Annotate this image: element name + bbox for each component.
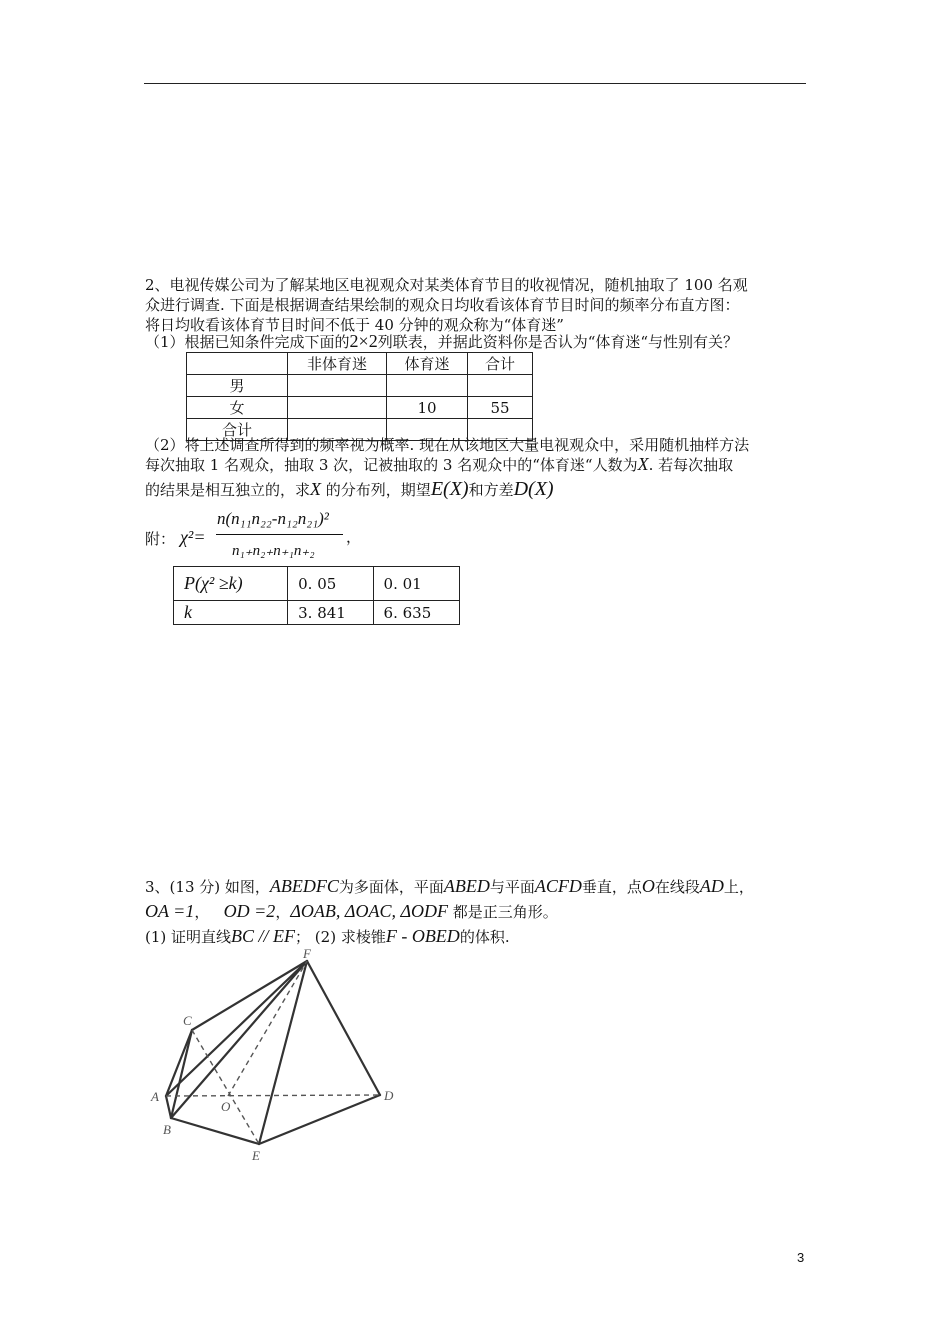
edge-cf xyxy=(192,961,307,1030)
table-row: 女 10 55 xyxy=(187,397,533,419)
edge-ab xyxy=(166,1096,171,1118)
q2-part1-math: 2×2 xyxy=(349,331,378,351)
q2-line3: 将日均收看该体育节目时间不低于 40 分钟的观众称为“体育迷” xyxy=(145,316,564,334)
table-header-cell: 非体育迷 xyxy=(288,353,387,375)
hidden-edge-of xyxy=(228,961,307,1096)
q2-part2-line2: 每次抽取 1 名观众，抽取 3 次，记被抽取的 3 名观众中的“体育迷“人数为X. 若每次抽取 xyxy=(145,454,734,474)
appendix-label: 附： xyxy=(145,530,176,548)
contingency-table xyxy=(186,352,533,441)
q2-line2: 众进行调查. 下面是根据调查结果绘制的观众日均收看该体育节目时间的频率分布直方图： xyxy=(145,296,740,314)
q2-part2-line1: （2）将上述调查所得到的频率视为概率. 现在从该地区大量电视观众中，采用随机抽样方法 xyxy=(145,436,750,454)
polyhedron-figure xyxy=(135,945,405,1170)
formula-denominator: n₁₊n₂₊n₊₁n₊₂ xyxy=(232,543,315,559)
table-header-cell: 体育迷 xyxy=(387,353,468,375)
formula-numerator: n(n₁₁n₂₂-n₁₂n₂₁)² xyxy=(217,509,329,528)
label-b: B xyxy=(163,1122,171,1137)
table-row: 合计 xyxy=(187,419,533,441)
q3-line2: OA =1， OD =2，ΔOAB, ΔOAC, ΔODF 都是正三角形。 xyxy=(145,901,558,921)
edge-fd xyxy=(307,961,380,1095)
table-header-cell xyxy=(187,353,288,375)
hidden-edge-ad xyxy=(166,1095,380,1096)
table-row: 男 xyxy=(187,375,533,397)
q3-line1: 3、(13 分) 如图，ABEDFC为多面体，平面ABED与平面ACFD垂直，点O在线段AD上， xyxy=(145,876,754,896)
q3-line3: (1) 证明直线BC // EF； (2) 求棱锥F - OBED的体积. xyxy=(145,926,510,946)
label-f: F xyxy=(303,946,311,961)
fraction-bar xyxy=(216,534,343,535)
page-number: 3 xyxy=(797,1250,805,1265)
q2-part1: （1）根据已知条件完成下面的2×2列联表，并据此资料你是否认为“体育迷“与性别有关？ xyxy=(145,331,739,351)
chi-square-table xyxy=(173,566,460,625)
edge-be xyxy=(171,1118,259,1144)
label-e: E xyxy=(252,1148,260,1163)
edge-af xyxy=(166,961,307,1096)
edge-ed xyxy=(259,1095,380,1144)
table-row: k 3. 841 6. 635 xyxy=(174,601,460,625)
label-d: D xyxy=(384,1088,394,1103)
label-a: A xyxy=(151,1089,159,1104)
label-c: C xyxy=(183,1013,192,1028)
header-rule xyxy=(144,83,806,84)
q2-part2-line3: 的结果是相互独立的，求X 的分布列，期望E(X)和方差D(X) xyxy=(145,478,554,500)
table-row: P(χ² ≥k) 0. 05 0. 01 xyxy=(174,567,460,601)
formula-lhs: χ²= xyxy=(180,527,206,547)
formula-comma: ， xyxy=(346,528,362,546)
table-header-cell: 合计 xyxy=(468,353,533,375)
label-o: O xyxy=(221,1099,231,1114)
q2-line1: 2、电视传媒公司为了解某地区电视观众对某类体育节目的收视情况，随机抽取了 100 名观 xyxy=(145,276,748,294)
